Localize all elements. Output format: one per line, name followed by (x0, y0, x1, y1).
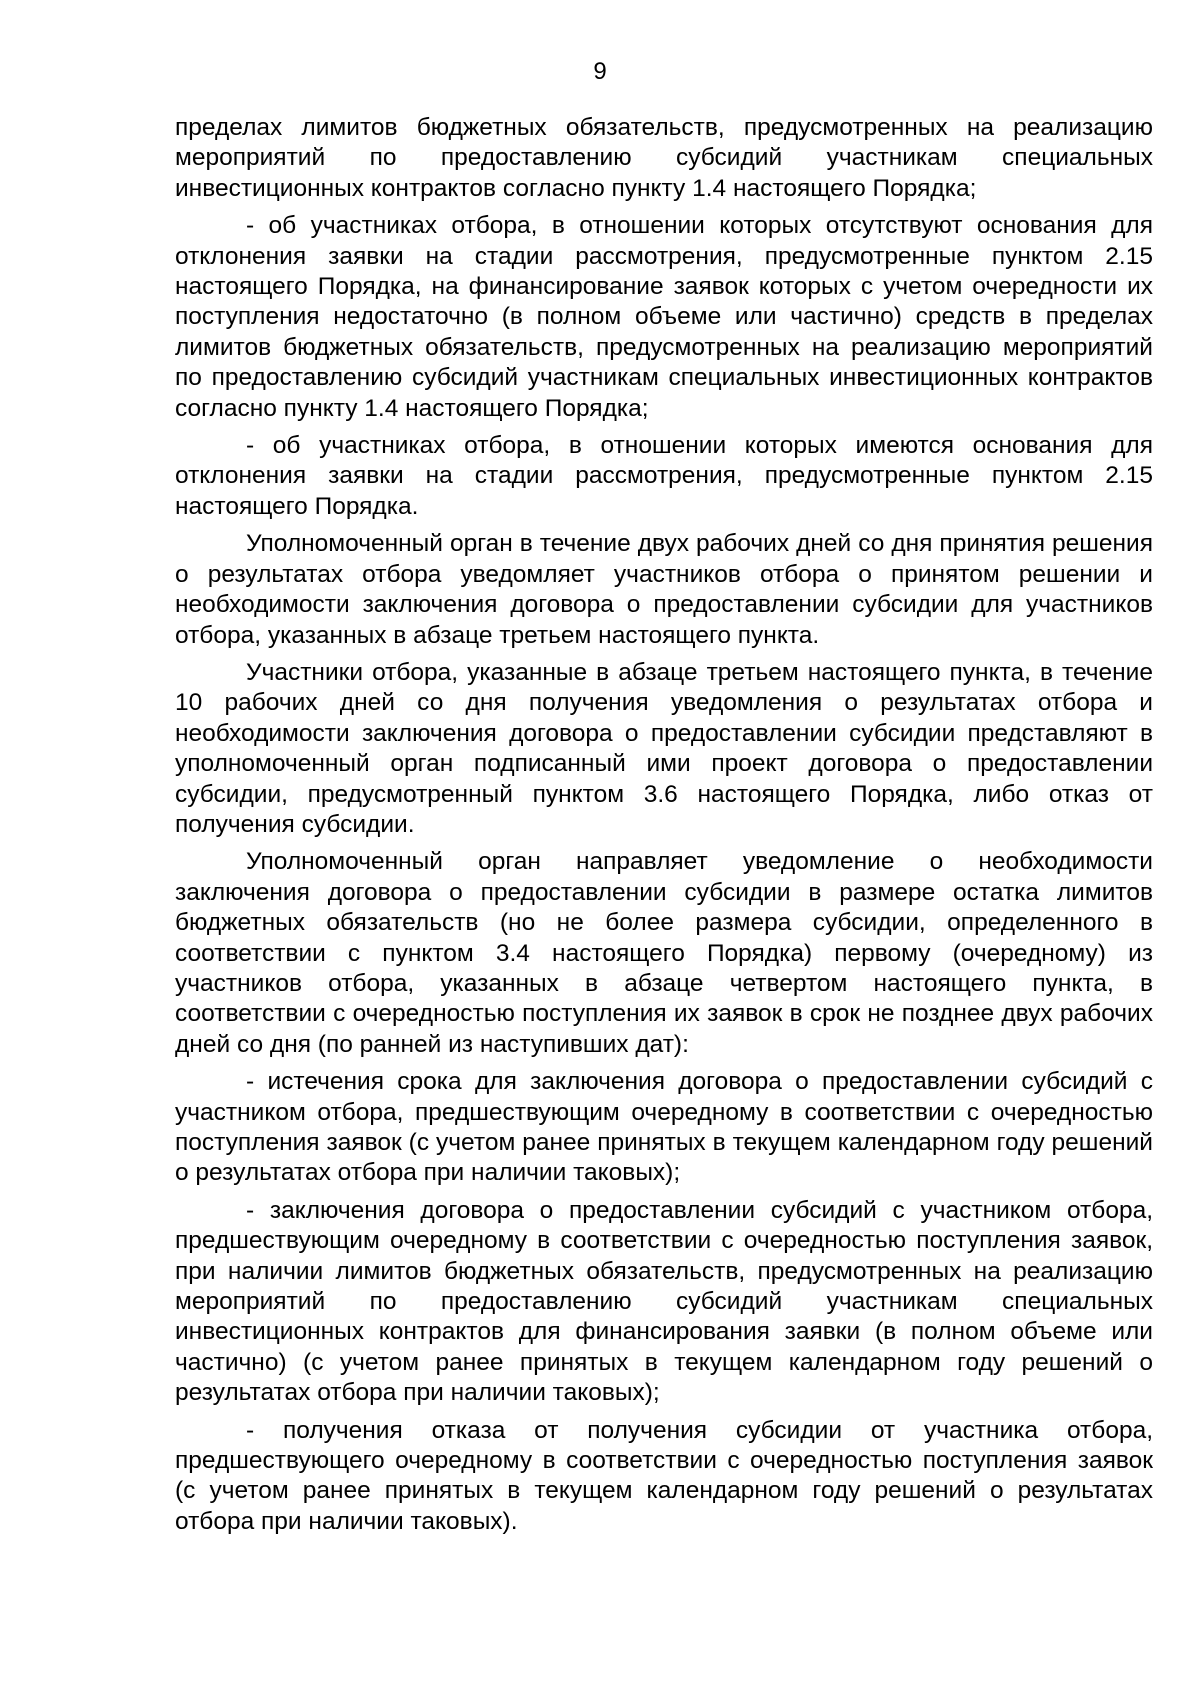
page-number: 9 (593, 58, 607, 85)
paragraph-list-item-conclusion: - заключения договора о предоставлении субсидий с участником отбора, предшествующим очередному в соответствии с очередностью поступления заявок, при наличии лимитов бюджетных обязательств, предусмотренных на реализацию мероприятий по предоставлению субсидий участникам специальных инвестиционных контрактов для финансирования заявки (в полном объеме или частично) (с учетом ранее принятых в текущем календарном году решений о результатах отбора при наличии таковых); (175, 1196, 1153, 1407)
paragraph-notification: Уполномоченный орган в течение двух рабочих дней со дня принятия решения о результатах отбора уведомляет участников отбора о принятом решении и необходимости заключения договора о предоставлении субсидии для участников отбора, указанных в абзаце третьем настоящего пункта. (175, 530, 1153, 649)
document-body (175, 113, 1153, 1544)
paragraph-authority-notice: Уполномоченный орган направляет уведомление о необходимости заключения договора о предоставлении субсидии в размере остатка лимитов бюджетных обязательств (но не более размера субсидии, определенного в соответствии с пунктом 3.4 настоящего Порядка) первому (очередному) из участников отбора, указанных в абзаце четвертом настоящего пункта, в соответствии с очередностью поступления их заявок в срок не позднее двух рабочих дней со дня (по ранней из наступивших дат): (175, 848, 1153, 1058)
paragraph-participants: Участники отбора, указанные в абзаце третьем настоящего пункта, в течение 10 рабочих дней со дня получения уведомления о результатах отбора и необходимости заключения договора о предоставлении субсидии представляют в уполномоченный орган подписанный ими проект договора о предоставлении субсидии, предусмотренный пунктом 3.6 настоящего Порядка, либо отказ от получения субсидии. (175, 658, 1153, 838)
paragraph-list-item-grounds: - об участниках отбора, в отношении которых имеются основания для отклонения заявки на стадии рассмотрения, предусмотренные пунктом 2.15 настоящего Порядка. (175, 432, 1153, 520)
paragraph-list-item-refusal: - получения отказа от получения субсидии от участника отбора, предшествующего очередному в соответствии с очередностью поступления заявок (с учетом ранее принятых в текущем календарном году решений о результатах отбора при наличии таковых). (175, 1416, 1153, 1535)
paragraph-list-item-expiry: - истечения срока для заключения договора о предоставлении субсидий с участником отбора, предшествующим очередному в соответствии с очередностью поступления заявок (с учетом ранее принятых в текущем календарном году решений о результатах отбора при наличии таковых); (175, 1068, 1153, 1187)
paragraph-list-item-no-grounds: - об участниках отбора, в отношении которых отсутствуют основания для отклонения заявки на стадии рассмотрения, предусмотренные пунктом 2.15 настоящего Порядка, на финансирование заявок которых с учетом очередности их поступления недостаточно (в полном объеме или частично) средств в пределах лимитов бюджетных обязательств, предусмотренных на реализацию мероприятий по предоставлению субсидий участникам специальных инвестиционных контрактов согласно пункту 1.4 настоящего Порядка; (175, 212, 1153, 422)
paragraph-continuation: пределах лимитов бюджетных обязательств, предусмотренных на реализацию мероприятий по предоставлению субсидий участникам специальных инвестиционных контрактов согласно пункту 1.4 настоящего Порядка; (175, 114, 1153, 202)
